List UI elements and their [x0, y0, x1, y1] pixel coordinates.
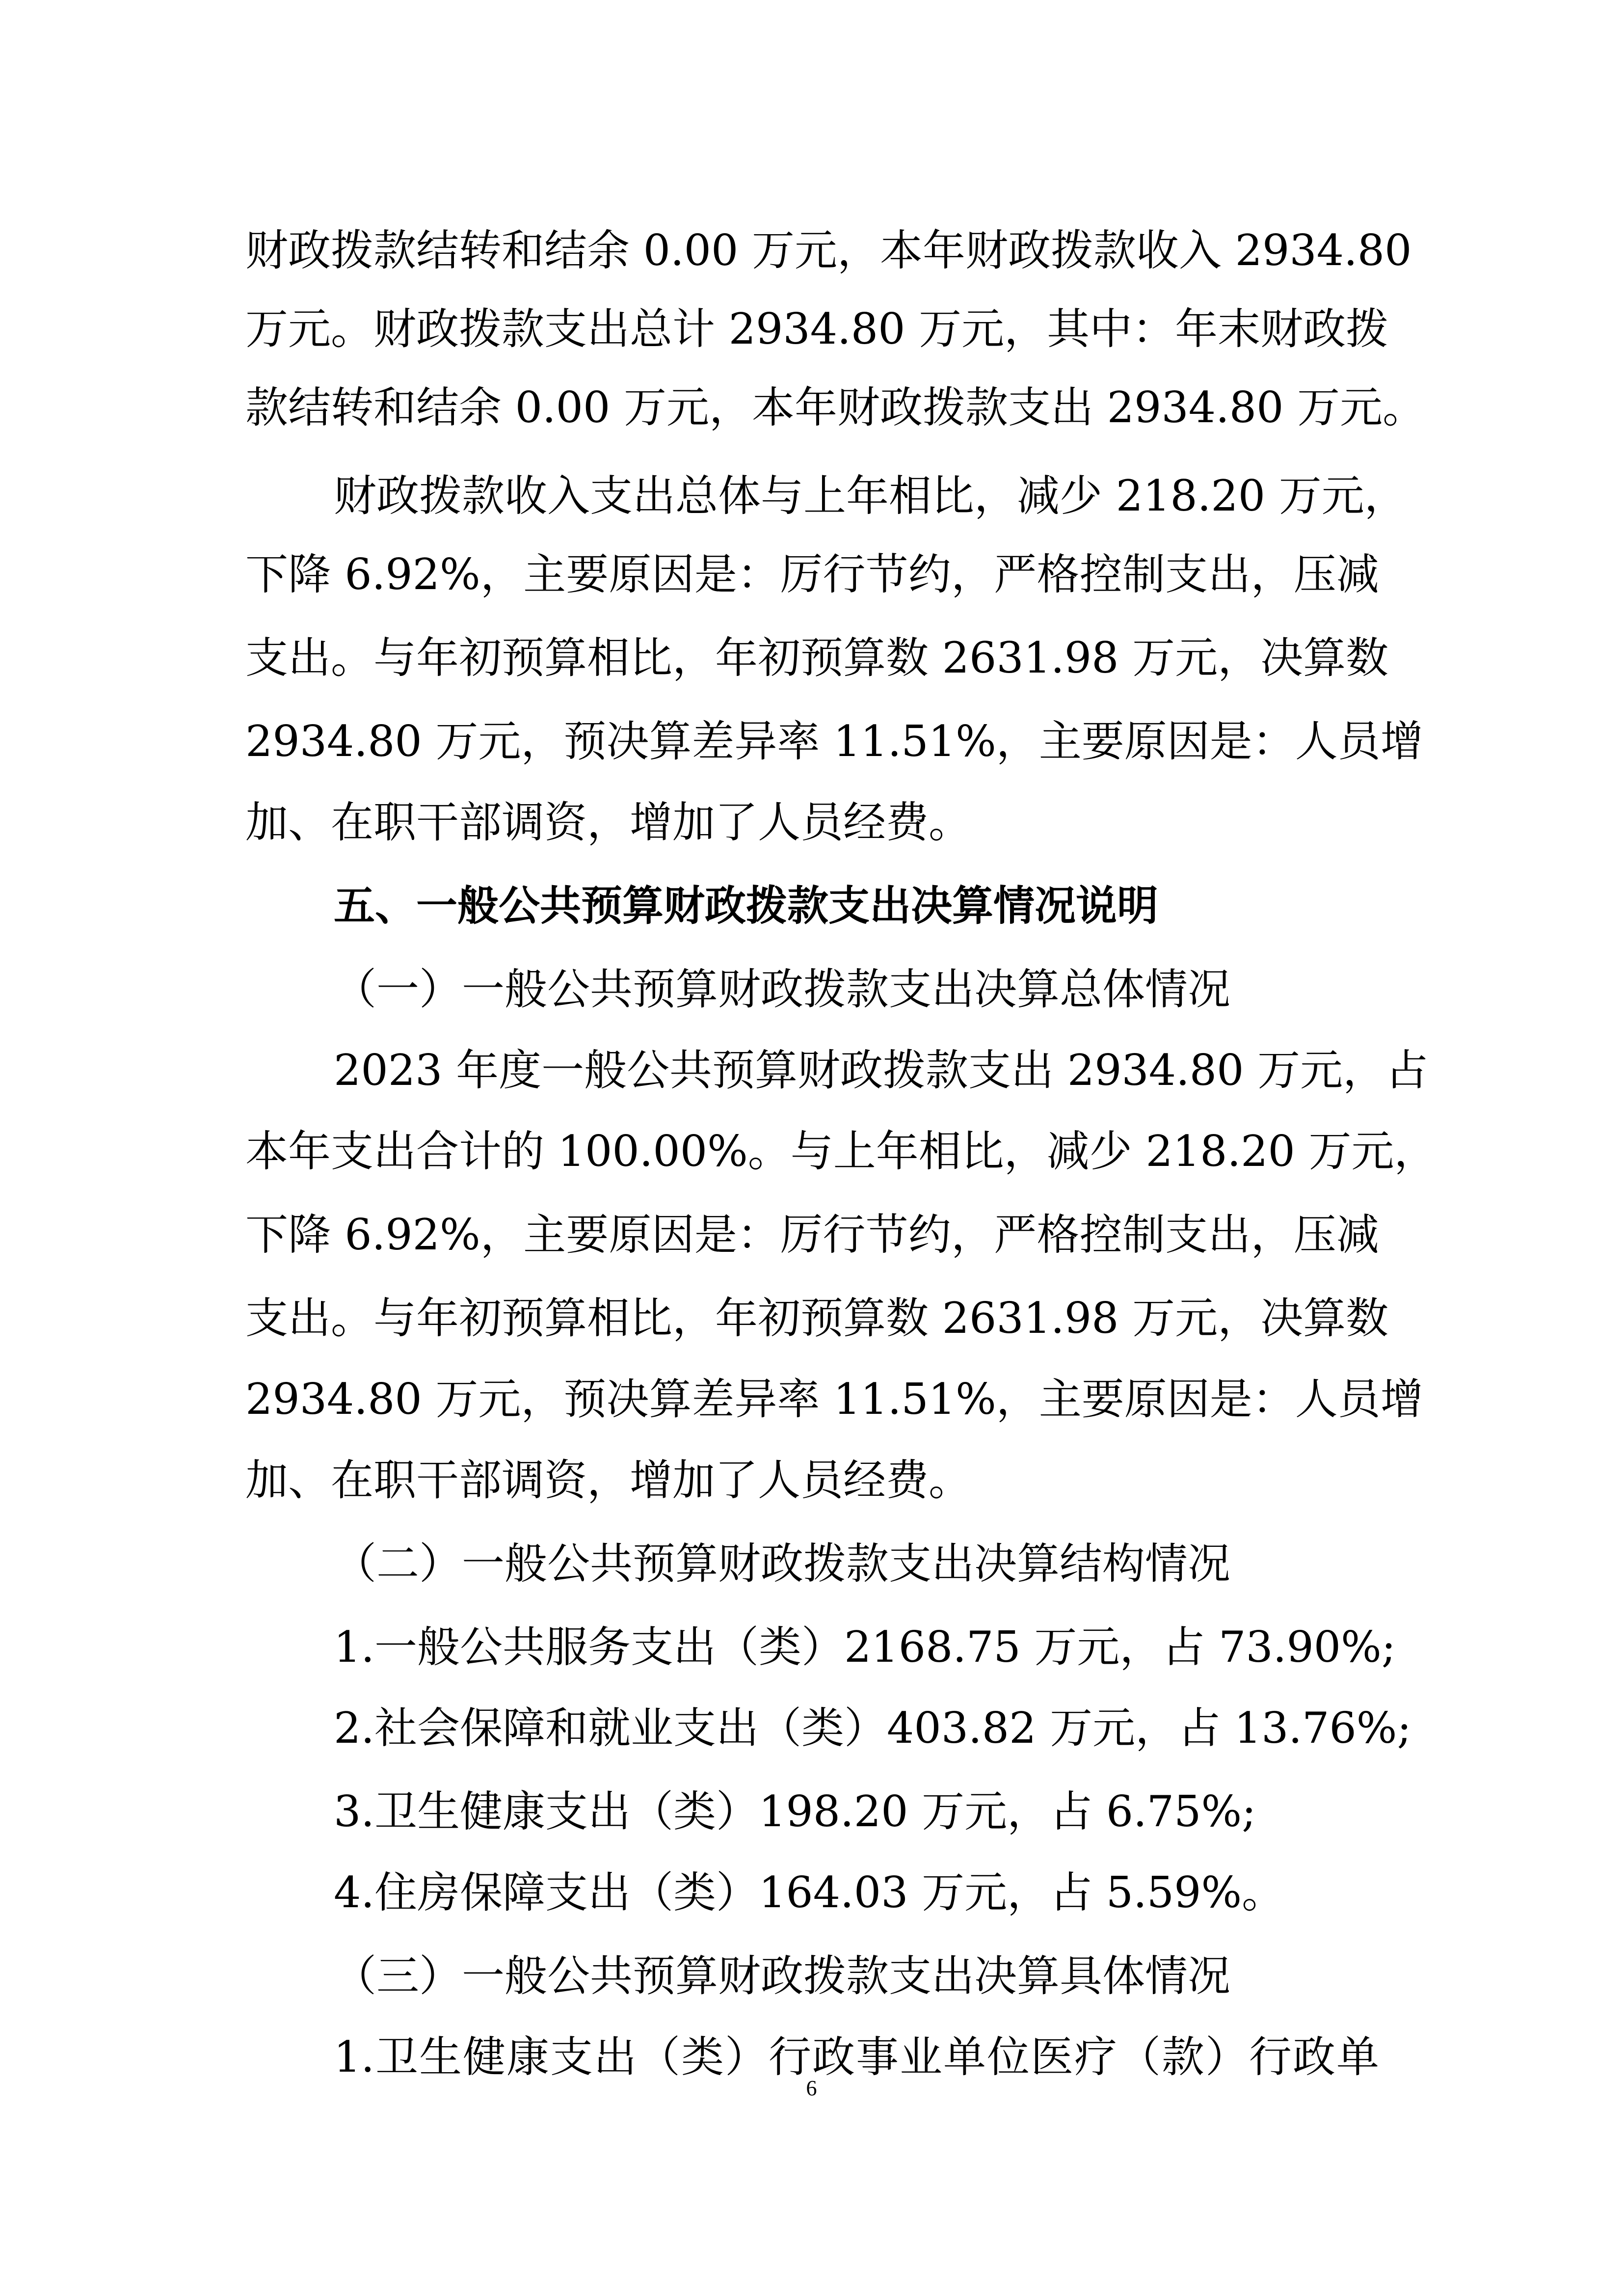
- paragraph-line: 2023 年度一般公共预算财政拨款支出 2934.80 万元，占: [334, 1045, 1429, 1095]
- subsection-heading: （二）一般公共预算财政拨款支出决算结构情况: [334, 1539, 1230, 1589]
- paragraph-line: 2934.80 万元，预决算差异率 11.51%，主要原因是：人员增: [245, 1374, 1423, 1424]
- list-item: 4.住房保障支出（类）164.03 万元，占 5.59%。: [334, 1867, 1285, 1918]
- list-item: 1.一般公共服务支出（类）2168.75 万元，占 73.90%;: [334, 1622, 1396, 1672]
- list-item: 2.社会保障和就业支出（类）403.82 万元，占 13.76%;: [334, 1703, 1411, 1753]
- paragraph-line: 万元。财政拨款支出总计 2934.80 万元，其中：年末财政拨: [245, 304, 1389, 354]
- paragraph-line: 财政拨款收入支出总体与上年相比，减少 218.20 万元，: [334, 471, 1407, 521]
- paragraph-line: 支出。与年初预算相比，年初预算数 2631.98 万元，决算数: [245, 1293, 1389, 1343]
- paragraph-line: 加、在职干部调资，增加了人员经费。: [245, 797, 971, 847]
- list-item: 3.卫生健康支出（类）198.20 万元，占 6.75%;: [334, 1786, 1256, 1837]
- page-number: 6: [806, 2076, 817, 2100]
- subsection-heading: （一）一般公共预算财政拨款支出决算总体情况: [334, 964, 1230, 1014]
- paragraph-line: 下降 6.92%，主要原因是：厉行节约，严格控制支出，压减: [245, 1210, 1379, 1260]
- paragraph-line: 下降 6.92%，主要原因是：厉行节约，严格控制支出，压减: [245, 549, 1379, 599]
- paragraph-line: 加、在职干部调资，增加了人员经费。: [245, 1455, 971, 1505]
- paragraph-line: 财政拨款结转和结余 0.00 万元，本年财政拨款收入 2934.80: [245, 225, 1412, 275]
- paragraph-line: 款结转和结余 0.00 万元，本年财政拨款支出 2934.80 万元。: [245, 382, 1426, 432]
- paragraph-line: 本年支出合计的 100.00%。与上年相比，减少 218.20 万元，: [245, 1126, 1437, 1176]
- paragraph-line: 2934.80 万元，预决算差异率 11.51%，主要原因是：人员增: [245, 716, 1423, 766]
- paragraph-line: 支出。与年初预算相比，年初预算数 2631.98 万元，决算数: [245, 633, 1389, 683]
- subsection-heading: （三）一般公共预算财政拨款支出决算具体情况: [334, 1951, 1230, 2001]
- paragraph-line: 1.卫生健康支出（类）行政事业单位医疗（款）行政单: [334, 2032, 1379, 2082]
- section-heading: 五、一般公共预算财政拨款支出决算情况说明: [334, 882, 1159, 930]
